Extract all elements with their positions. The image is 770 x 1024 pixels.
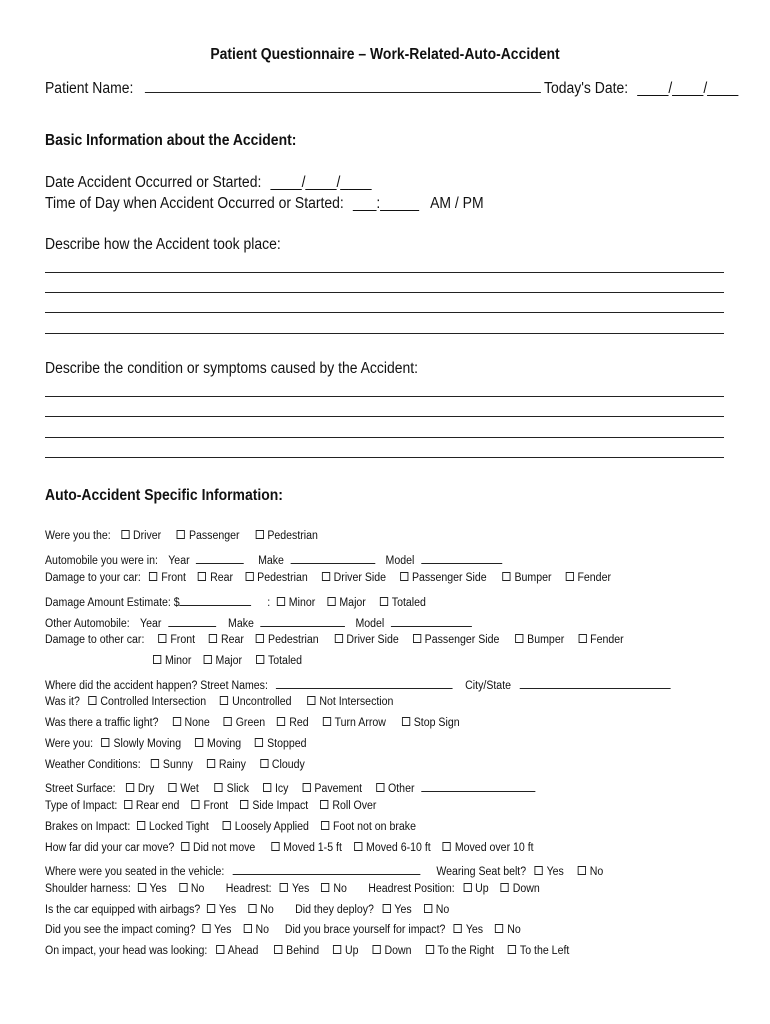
todays-date-label: Today's Date: [544, 80, 629, 97]
checkbox-fender[interactable]: Fender [565, 572, 610, 584]
checkbox-moved-6-10[interactable]: Moved 6-10 ft [354, 842, 431, 854]
checkbox-yes[interactable]: Yes [138, 883, 167, 895]
headrest-label: Headrest: [225, 883, 272, 895]
checkbox-passenger[interactable]: Passenger [177, 530, 240, 542]
patient-name-field[interactable] [144, 80, 540, 93]
checkbox-icon [209, 634, 217, 643]
checkbox-stop-sign[interactable]: Stop Sign [402, 717, 460, 729]
checkbox-slick[interactable]: Slick [215, 783, 249, 795]
checkbox-icon [192, 800, 200, 809]
seat-belt-label: Wearing Seat belt? [436, 866, 527, 878]
checkbox-icon [137, 821, 145, 830]
checkbox-rear[interactable]: Rear [198, 572, 233, 584]
checkbox-down[interactable]: Down [373, 945, 412, 957]
checkbox-pedestrian[interactable]: Pedestrian [255, 530, 318, 542]
checkbox-yes[interactable]: Yes [454, 924, 483, 936]
checkbox-no[interactable]: No [179, 883, 204, 895]
checkbox-green[interactable]: Green [224, 717, 265, 729]
checkbox-icon [463, 883, 471, 892]
colon-text: : [267, 597, 271, 609]
checkbox-icon [535, 866, 543, 875]
checkbox-no[interactable]: No [321, 883, 346, 895]
head-looking-label: On impact, your head was looking: [45, 945, 208, 957]
checkbox-icon [220, 696, 228, 705]
headrest-position-label: Headrest Position: [368, 883, 455, 895]
checkbox-icon [151, 759, 159, 768]
checkbox-icon [198, 572, 206, 581]
checkbox-icon [495, 924, 503, 933]
todays-date-row [544, 80, 738, 98]
make-label: Make [228, 618, 254, 630]
checkbox-yes[interactable]: Yes [207, 904, 236, 916]
checkbox-icon [244, 924, 252, 933]
street-names-label: Where did the accident happen? Street Names: [45, 680, 268, 692]
time-field[interactable]: ___:_____ [353, 195, 420, 212]
checkbox-icon [271, 842, 279, 851]
checkbox-yes[interactable]: Yes [382, 904, 411, 916]
checkbox-major[interactable]: Major [327, 597, 365, 609]
checkbox-icon [101, 738, 109, 747]
checkbox-sunny[interactable]: Sunny [151, 759, 193, 771]
checkbox-icon [153, 655, 161, 664]
describe-accident-label: Describe how the Accident took place: [45, 236, 281, 253]
checkbox-passenger-side[interactable]: Passenger Side [413, 634, 500, 646]
checkbox-icon [578, 634, 586, 643]
automobile-label: Automobile you were in: [45, 555, 158, 567]
checkbox-side-impact[interactable]: Side Impact [240, 800, 308, 812]
seated-field[interactable] [233, 862, 421, 875]
checkbox-yes[interactable]: Yes [535, 866, 564, 878]
brakes-label: Brakes on Impact: [45, 821, 131, 833]
model-label: Model [355, 618, 385, 630]
checkbox-icon [204, 655, 212, 664]
damage-other-car-row [45, 634, 624, 646]
seated-label: Where were you seated in the vehicle: [45, 866, 225, 878]
checkbox-totaled[interactable]: Totaled [256, 655, 302, 667]
checkbox-icon [443, 842, 451, 851]
traffic-light-label: Was there a traffic light? [45, 717, 159, 729]
time-label: Time of Day when Accident Occurred or Started: [45, 195, 344, 212]
checkbox-rear-end[interactable]: Rear end [124, 800, 179, 812]
checkbox-rainy[interactable]: Rainy [207, 759, 246, 771]
date-occurred-row [45, 174, 371, 192]
checkbox-pavement[interactable]: Pavement [302, 783, 362, 795]
checkbox-minor[interactable]: Minor [153, 655, 191, 667]
checkbox-icon [255, 530, 263, 539]
checkbox-driver-side[interactable]: Driver Side [334, 634, 398, 646]
checkbox-bumper[interactable]: Bumper [515, 634, 564, 646]
year-label: Year [140, 618, 162, 630]
checkbox-to-the-left[interactable]: To the Left [508, 945, 569, 957]
accident-description-line[interactable] [45, 272, 724, 273]
checkbox-icon [138, 883, 146, 892]
checkbox-pedestrian[interactable]: Pedestrian [256, 634, 319, 646]
street-names-field[interactable] [276, 676, 453, 689]
traffic-light-row [45, 717, 460, 729]
impact-type-label: Type of Impact: [45, 800, 118, 812]
checkbox-icon [216, 945, 224, 954]
was-it-label: Was it? [45, 696, 80, 708]
checkbox-to-the-right[interactable]: To the Right [426, 945, 494, 957]
date-occurred-label: Date Accident Occurred or Started: [45, 174, 262, 191]
checkbox-icon [333, 945, 341, 954]
auto-accident-heading: Auto-Accident Specific Information: [45, 487, 283, 504]
checkbox-moved-1-5[interactable]: Moved 1-5 ft [271, 842, 342, 854]
checkbox-icon [280, 883, 288, 892]
checkbox-other[interactable]: Other [376, 783, 414, 795]
checkbox-icon [578, 866, 586, 875]
other-automobile-row [45, 614, 472, 630]
city-state-label: City/State [465, 680, 512, 692]
checkbox-icon [126, 783, 134, 792]
checkbox-yes[interactable]: Yes [280, 883, 309, 895]
todays-date-field[interactable]: ____/____/____ [637, 80, 739, 97]
damage-amount-label: Damage Amount Estimate: $ [45, 597, 180, 609]
checkbox-icon [248, 904, 256, 913]
checkbox-driver-side[interactable]: Driver Side [322, 572, 386, 584]
checkbox-icon [158, 634, 166, 643]
were-you-label: Were you: [45, 738, 94, 750]
checkbox-icon [181, 842, 189, 851]
car-movement-row [45, 842, 534, 854]
patient-name-label: Patient Name: [45, 80, 134, 97]
how-far-label: How far did your car move? [45, 842, 175, 854]
checkbox-icon [179, 883, 187, 892]
damage-your-car-label: Damage to your car: [45, 572, 141, 584]
checkbox-no[interactable]: No [244, 924, 269, 936]
condition-description-line[interactable] [45, 437, 724, 438]
checkbox-loosely-applied[interactable]: Loosely Applied [223, 821, 309, 833]
checkbox-icon [277, 717, 285, 726]
checkbox-front[interactable]: Front [149, 572, 186, 584]
checkbox-no[interactable]: No [495, 924, 520, 936]
checkbox-rear[interactable]: Rear [209, 634, 244, 646]
checkbox-icon [321, 821, 329, 830]
patient-name-row [45, 80, 540, 98]
checkbox-icon [256, 655, 264, 664]
checkbox-icon [215, 783, 223, 792]
checkbox-icon [322, 572, 330, 581]
condition-description-line[interactable] [45, 416, 724, 417]
checkbox-did-not-move[interactable]: Did not move [181, 842, 255, 854]
year-field[interactable] [168, 614, 216, 627]
city-state-field[interactable] [519, 676, 670, 689]
checkbox-icon [327, 597, 335, 606]
weather-label: Weather Conditions: [45, 759, 141, 771]
checkbox-no[interactable]: No [248, 904, 273, 916]
describe-condition-label: Describe the condition or symptoms caused by the Accident: [45, 360, 418, 377]
checkbox-icon [195, 738, 203, 747]
damage-other-car-label: Damage to other car: [45, 634, 145, 646]
damage-amount-field[interactable] [180, 593, 252, 606]
automobile-row [45, 551, 502, 567]
checkbox-icon [240, 800, 248, 809]
checkbox-no[interactable]: No [424, 904, 449, 916]
checkbox-icon [124, 800, 132, 809]
checkbox-icon [323, 717, 331, 726]
checkbox-icy[interactable]: Icy [263, 783, 288, 795]
checkbox-dry[interactable]: Dry [126, 783, 154, 795]
am-pm-options[interactable]: AM / PM [430, 195, 484, 212]
checkbox-moved-over-10[interactable]: Moved over 10 ft [443, 842, 534, 854]
checkbox-passenger-side[interactable]: Passenger Side [400, 572, 487, 584]
checkbox-icon [508, 945, 516, 954]
checkbox-driver[interactable]: Driver [121, 530, 161, 542]
year-field[interactable] [196, 551, 244, 564]
checkbox-turn-arrow[interactable]: Turn Arrow [323, 717, 386, 729]
checkbox-icon [149, 572, 157, 581]
role-row [45, 530, 318, 542]
checkbox-icon [454, 924, 462, 933]
airbags-deploy-label: Did they deploy? [295, 904, 374, 916]
checkbox-none[interactable]: None [172, 717, 209, 729]
checkbox-icon [502, 572, 510, 581]
checkbox-moving[interactable]: Moving [195, 738, 241, 750]
make-field[interactable] [261, 614, 346, 627]
location-row [45, 676, 670, 692]
checkbox-ahead[interactable]: Ahead [216, 945, 259, 957]
other-automobile-label: Other Automobile: [45, 618, 130, 630]
checkbox-not-intersection[interactable]: Not Intersection [307, 696, 393, 708]
checkbox-roll-over[interactable]: Roll Over [320, 800, 376, 812]
model-field[interactable] [391, 614, 472, 627]
checkbox-bumper[interactable]: Bumper [502, 572, 551, 584]
checkbox-icon [207, 904, 215, 913]
checkbox-red[interactable]: Red [277, 717, 308, 729]
accident-description-line[interactable] [45, 333, 724, 334]
checkbox-totaled[interactable]: Totaled [380, 597, 426, 609]
condition-description-line[interactable] [45, 396, 724, 397]
checkbox-icon [413, 634, 421, 643]
checkbox-controlled-intersection[interactable]: Controlled Intersection [88, 696, 206, 708]
accident-description-line[interactable] [45, 292, 724, 293]
checkbox-down[interactable]: Down [501, 883, 540, 895]
checkbox-fender[interactable]: Fender [578, 634, 623, 646]
damage-your-car-row [45, 572, 611, 584]
checkbox-slowly-moving[interactable]: Slowly Moving [101, 738, 181, 750]
street-surface-row [45, 779, 535, 795]
checkbox-wet[interactable]: Wet [168, 783, 199, 795]
checkbox-major[interactable]: Major [204, 655, 242, 667]
checkbox-icon [334, 634, 342, 643]
checkbox-icon [321, 883, 329, 892]
basic-info-heading: Basic Information about the Accident: [45, 132, 297, 149]
airbags-label: Is the car equipped with airbags? [45, 904, 201, 916]
checkbox-icon [121, 530, 129, 539]
checkbox-icon [274, 945, 282, 954]
impact-coming-label: Did you see the impact coming? [45, 924, 196, 936]
checkbox-icon [307, 696, 315, 705]
weather-row [45, 759, 305, 771]
checkbox-icon [260, 759, 268, 768]
page-title: Patient Questionnaire – Work-Related-Auto-Accident [210, 46, 560, 63]
checkbox-icon [277, 597, 285, 606]
checkbox-behind[interactable]: Behind [274, 945, 319, 957]
checkbox-icon [402, 717, 410, 726]
checkbox-icon [426, 945, 434, 954]
checkbox-icon [320, 800, 328, 809]
year-label: Year [168, 555, 190, 567]
accident-description-line[interactable] [45, 312, 724, 313]
impact-type-row [45, 800, 376, 812]
checkbox-minor[interactable]: Minor [277, 597, 315, 609]
checkbox-icon [501, 883, 509, 892]
checkbox-icon [223, 821, 231, 830]
make-label: Make [258, 555, 284, 567]
checkbox-icon [424, 904, 432, 913]
checkbox-icon [202, 924, 210, 933]
checkbox-icon [172, 717, 180, 726]
checkbox-icon [376, 783, 384, 792]
checkbox-icon [380, 597, 388, 606]
checkbox-front[interactable]: Front [158, 634, 195, 646]
checkbox-up[interactable]: Up [333, 945, 358, 957]
checkbox-foot-not-on-brake[interactable]: Foot not on brake [321, 821, 416, 833]
shoulder-harness-label: Shoulder harness: [45, 883, 131, 895]
model-field[interactable] [421, 551, 502, 564]
checkbox-pedestrian[interactable]: Pedestrian [245, 572, 308, 584]
checkbox-icon [382, 904, 390, 913]
checkbox-no[interactable]: No [578, 866, 603, 878]
checkbox-icon [255, 738, 263, 747]
damage-other-severity-row [153, 655, 302, 667]
make-field[interactable] [291, 551, 376, 564]
checkbox-yes[interactable]: Yes [202, 924, 231, 936]
checkbox-icon [256, 634, 264, 643]
checkbox-icon [177, 530, 185, 539]
condition-description-line[interactable] [45, 457, 724, 458]
checkbox-icon [565, 572, 573, 581]
brace-label: Did you brace yourself for impact? [284, 924, 446, 936]
checkbox-icon [88, 696, 96, 705]
checkbox-stopped[interactable]: Stopped [255, 738, 306, 750]
time-occurred-row [45, 195, 484, 213]
checkbox-uncontrolled[interactable]: Uncontrolled [220, 696, 291, 708]
checkbox-icon [354, 842, 362, 851]
airbags-row [45, 904, 449, 916]
checkbox-icon [373, 945, 381, 954]
checkbox-icon [245, 572, 253, 581]
checkbox-icon [207, 759, 215, 768]
checkbox-icon [168, 783, 176, 792]
checkbox-icon [224, 717, 232, 726]
checkbox-front[interactable]: Front [192, 800, 229, 812]
intersection-row [45, 696, 393, 708]
model-label: Model [385, 555, 415, 567]
movement-row [45, 738, 307, 750]
damage-amount-row [45, 593, 426, 609]
checkbox-icon [515, 634, 523, 643]
checkbox-locked-tight[interactable]: Locked Tight [137, 821, 209, 833]
head-direction-row [45, 945, 569, 957]
checkbox-icon [400, 572, 408, 581]
role-label: Were you the: [45, 530, 111, 542]
checkbox-icon [302, 783, 310, 792]
seating-row [45, 862, 603, 878]
checkbox-up[interactable]: Up [463, 883, 488, 895]
impact-awareness-row [45, 924, 521, 936]
date-occurred-field[interactable]: ____/____/____ [270, 174, 372, 191]
checkbox-cloudy[interactable]: Cloudy [260, 759, 305, 771]
other-surface-field[interactable] [421, 779, 535, 792]
street-surface-label: Street Surface: [45, 783, 116, 795]
checkbox-icon [263, 783, 271, 792]
harness-row [45, 883, 540, 895]
brakes-row [45, 821, 416, 833]
